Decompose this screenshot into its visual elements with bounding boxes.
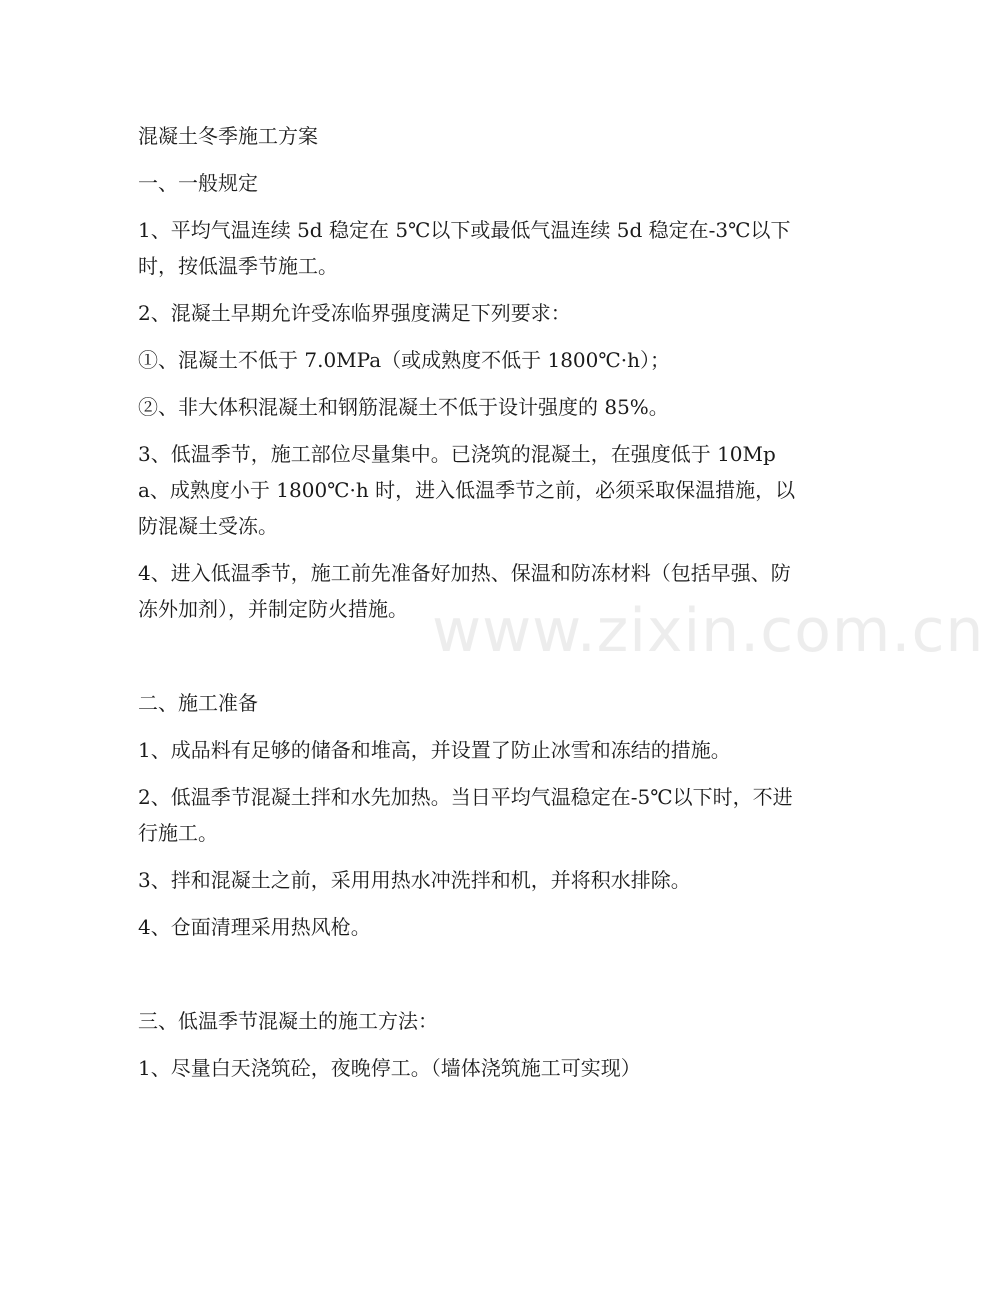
document-body	[138, 118, 802, 1097]
paragraph: 4、进入低温季节，施工前先准备好加热、保温和防冻材料（包括早强、防冻外加剂），并制定防火措施。	[138, 561, 791, 621]
paragraph: 3、拌和混凝土之前，采用用热水冲洗拌和机，并将积水排除。	[138, 868, 691, 892]
document-title: 混凝土冬季施工方案	[138, 124, 318, 148]
section-heading-general-rules: 一、一般规定	[138, 171, 258, 195]
section-heading-preparation: 二、施工准备	[138, 691, 258, 715]
paragraph: 4、仓面清理采用热风枪。	[138, 915, 371, 939]
paragraph: ②、非大体积混凝土和钢筋混凝土不低于设计强度的 85%。	[138, 395, 669, 419]
paragraph: 1、成品料有足够的储备和堆高，并设置了防止冰雪和冻结的措施。	[138, 738, 731, 762]
watermark: www.zixin.com.cn	[432, 596, 984, 666]
paragraph: 3、低温季节，施工部位尽量集中。已浇筑的混凝土，在强度低于 10Mpa、成熟度小于 1800℃·h 时，进入低温季节之前，必须采取保温措施，以防混凝土受冻。	[138, 442, 796, 538]
paragraph: ①、混凝土不低于 7.0MPa（或成熟度不低于 1800℃·h）；	[138, 348, 670, 372]
paragraph: 2、低温季节混凝土拌和水先加热。当日平均气温稳定在-5℃以下时，不进行施工。	[138, 785, 793, 845]
paragraph: 1、尽量白天浇筑砼，夜晚停工。（墙体浇筑施工可实现）	[138, 1056, 641, 1080]
paragraph: 2、混凝土早期允许受冻临界强度满足下列要求：	[138, 301, 571, 325]
paragraph: 1、平均气温连续 5d 稳定在 5℃以下或最低气温连续 5d 稳定在-3℃以下时，按低温季节施工。	[138, 218, 791, 278]
section-heading-construction-methods: 三、低温季节混凝土的施工方法：	[138, 1009, 438, 1033]
blank-line	[138, 638, 802, 685]
blank-line	[138, 956, 802, 1003]
